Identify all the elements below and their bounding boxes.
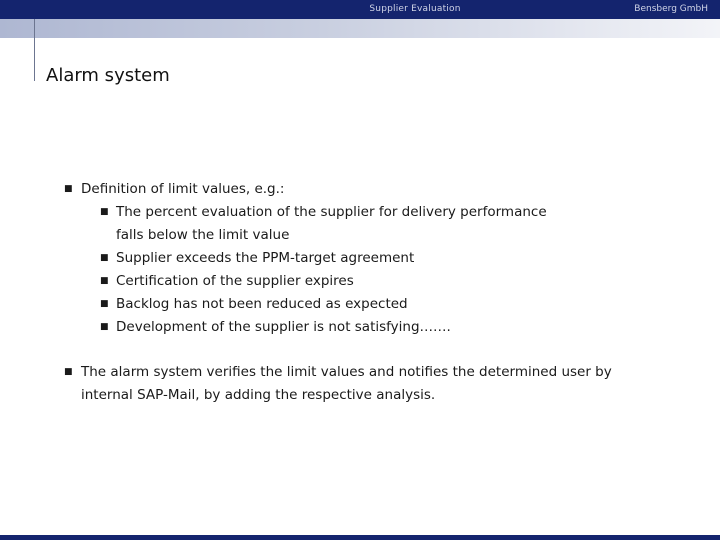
square-bullet-icon: ■ <box>100 276 109 286</box>
header-band <box>0 19 720 38</box>
sub-bullet-item <box>64 247 684 270</box>
square-bullet-icon: ■ <box>64 184 73 194</box>
sub-bullet-text: The percent evaluation of the supplier for delivery performance <box>116 204 547 220</box>
sub-bullet-item <box>64 270 684 293</box>
bullet-text: The alarm system verifies the limit values and notifies the determined user by <box>81 364 612 380</box>
sub-bullet-item <box>64 201 684 247</box>
square-bullet-icon: ■ <box>100 207 109 217</box>
sub-bullet-text: Development of the supplier is not satisfying……. <box>116 319 451 335</box>
sub-bullet-text: Supplier exceeds the PPM-target agreement <box>116 250 415 266</box>
slide-content <box>64 178 684 407</box>
sub-bullet-item <box>64 316 684 339</box>
accent-line <box>34 19 35 81</box>
sub-bullet-text: Backlog has not been reduced as expected <box>116 296 408 312</box>
header-bar <box>0 0 720 19</box>
slide-title: Alarm system <box>46 65 170 86</box>
bullet-item <box>64 178 684 201</box>
sub-bullet-item <box>64 293 684 316</box>
bullet-text-cont: internal SAP-Mail, by adding the respective analysis. <box>81 387 436 403</box>
sub-bullet-text-cont: falls below the limit value <box>116 227 290 243</box>
square-bullet-icon: ■ <box>100 299 109 309</box>
footer-bar <box>0 535 720 540</box>
sub-bullet-text: Certification of the supplier expires <box>116 273 354 289</box>
spacer <box>64 339 684 361</box>
square-bullet-icon: ■ <box>100 322 109 332</box>
header-title: Supplier Evaluation <box>369 4 461 14</box>
bullet-item <box>64 361 684 407</box>
bullet-text: Definition of limit values, e.g.: <box>81 181 285 197</box>
square-bullet-icon: ■ <box>100 253 109 263</box>
company-name: Bensberg GmbH <box>634 4 708 14</box>
square-bullet-icon: ■ <box>64 367 73 377</box>
